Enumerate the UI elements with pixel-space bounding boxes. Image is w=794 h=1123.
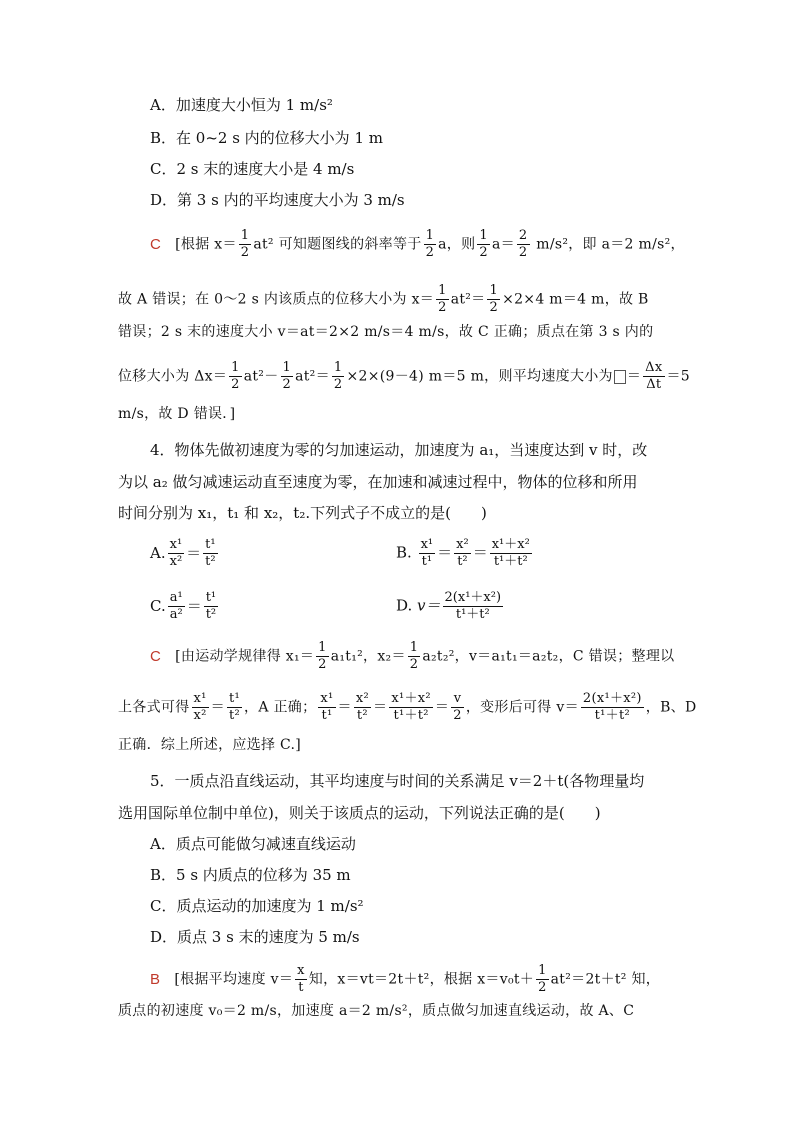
q3-option-c: C．2 s 末的速度大小是 4 m/s	[150, 160, 355, 178]
q4-options-row-2	[150, 590, 710, 623]
q4-option-a: A. $\frac{\text{x¹}}{\text{x²}}$ ＝ $\frac{\text{t¹}}{\text{t²}}$	[150, 537, 216, 569]
q4-stem-line-1: 4．物体先做初速度为零的匀加速运动，加速度为 a₁，当速度达到 v 时，改	[150, 441, 648, 459]
q3-answer-letter: C	[150, 235, 162, 253]
q4-options-row-1	[150, 537, 710, 570]
fraction: $\frac{1}{2}$	[231, 360, 240, 392]
q4-answer-letter: C	[150, 647, 162, 665]
q5-option-c: C．质点运动的加速度为 1 m/s²	[150, 897, 364, 915]
fraction: $\frac{1}{2}$	[425, 228, 435, 260]
q5-option-d: D．质点 3 s 末的速度为 5 m/s	[150, 928, 360, 946]
q4-stem-line-3: 时间分别为 x₁，t₁ 和 x₂，t₂.下列式子不成立的是( )	[118, 504, 487, 522]
q3-answer-line-4: 位移大小为 Δx＝ $\frac{1}{2}$ at²－ $\frac{1}{2}$ at²＝ $\frac{1}{2}$ ×2×(9－4) m＝5 m，则平均速度大小为 ＝ $\frac{\Delta x}{\Delta t}$ ＝5	[118, 360, 691, 392]
q5-answer-line-2: 质点的初速度 v₀＝2 m/s，加速度 a＝2 m/s²，质点做匀加速直线运动，故 A、C	[118, 1003, 635, 1019]
q3-answer-line-3: 错误；2 s 末的速度大小 v＝at＝2×2 m/s＝4 m/s，故 C 正确；质点在第 3 s 内的	[118, 324, 654, 340]
q3-answer-line-2: 故 A 错误；在 0～2 s 内该质点的位移大小为 x＝ $\frac{1}{2}$ at²＝ $\frac{1}{2}$ ×2×4 m＝4 m，故 B	[118, 283, 649, 315]
q5-stem-line-2: 选用国际单位制中单位)，则关于该质点的运动，下列说法正确的是( )	[118, 804, 601, 822]
q3-answer-line-1: C [根据 x＝ $\frac{1}{2}$ at² 可知题图线的斜率等于 $\frac{1}{2}$ a，则 $\frac{1}{2}$ a＝ $\frac{2}{2}$ m/s²，即 a＝2 m/s²，	[150, 228, 685, 260]
fraction: $\frac{1}{2}$	[489, 283, 499, 315]
q4-answer-line-3: 正确．综上所述，应选择 C.]	[118, 737, 302, 753]
q4-stem-line-2: 为以 a₂ 做匀减速运动直至速度为零，在加速和减速过程中，物体的位移和所用	[118, 473, 638, 491]
q3-answer-line-5: m/s，故 D 错误．]	[118, 406, 236, 422]
q5-stem-line-1: 5．一质点沿直线运动，其平均速度与时间的关系满足 v＝2＋t(各物理量均	[150, 772, 645, 790]
q5-answer-letter: B	[150, 970, 161, 988]
q3-option-a: A．加速度大小恒为 1 m/s²	[150, 96, 333, 114]
q5-answer-line-1: B [根据平均速度 v＝ $\frac{x}{t}$ 知，x＝vt＝2t＋t²，根据 x＝v₀t＋ $\frac{1}{2}$ at²＝2t＋t² 知，	[150, 963, 661, 995]
q4-answer-line-1: C [由运动学规律得 x₁＝ $\frac{1}{2}$ a₁t₁²，x₂＝ $\frac{1}{2}$ a₂t₂²，v＝a₁t₁＝a₂t₂，C 错误；整理以	[150, 640, 675, 672]
fraction: $\frac{\Delta x}{\Delta t}$	[645, 360, 663, 392]
q3-option-d: D．第 3 s 内的平均速度大小为 3 m/s	[150, 191, 405, 209]
q4-option-c: C. $\frac{\text{a¹}}{\text{a²}}$ ＝ $\frac{\text{t¹}}{\text{t²}}$	[150, 590, 217, 622]
q3-option-b: B．在 0~2 s 内的位移大小为 1 m	[150, 129, 383, 147]
fraction: $\frac{2}{2}$	[518, 228, 528, 260]
fraction: $\frac{1}{2}$	[240, 228, 250, 260]
fraction: $\frac{1}{2}$	[438, 283, 447, 315]
q5-option-b: B．5 s 内质点的位移为 35 m	[150, 866, 351, 884]
fraction: $\frac{1}{2}$	[479, 228, 488, 260]
fraction: $\frac{1}{2}$	[282, 360, 292, 392]
q4-answer-line-2: 上各式可得 $\frac{\text{x¹}}{\text{x²}}$ ＝ $\frac{\text{t¹}}{\text{t²}}$ ，A 正确； $\frac{\text{x¹}}{\text{t¹}}$ ＝ $\frac{\text{x²}}{\text{t²}}$ ＝ $\frac{\text{x¹＋x²}}{\text{t¹＋t²}}$ ＝ $\frac{v}{2}$ ，变形后可得 v＝ $\frac{\text{2(x¹＋x²)}}{\text{t¹＋t²}}$ ，B、D	[118, 691, 697, 723]
q4-option-b: B. $\frac{\text{x¹}}{\text{t¹}}$ ＝ $\frac{\text{x²}}{\text{t²}}$ ＝ $\frac{\text{x¹＋x²}}{\text{t¹＋t²}}$	[396, 537, 530, 569]
q4-option-d: D. v＝ $\frac{\text{2(x¹＋x²)}}{\text{t¹＋t²}}$	[396, 590, 502, 622]
fraction: $\frac{1}{2}$	[333, 360, 343, 392]
placeholder-box-icon	[614, 370, 626, 384]
q5-option-a: A．质点可能做匀减速直线运动	[150, 835, 356, 853]
